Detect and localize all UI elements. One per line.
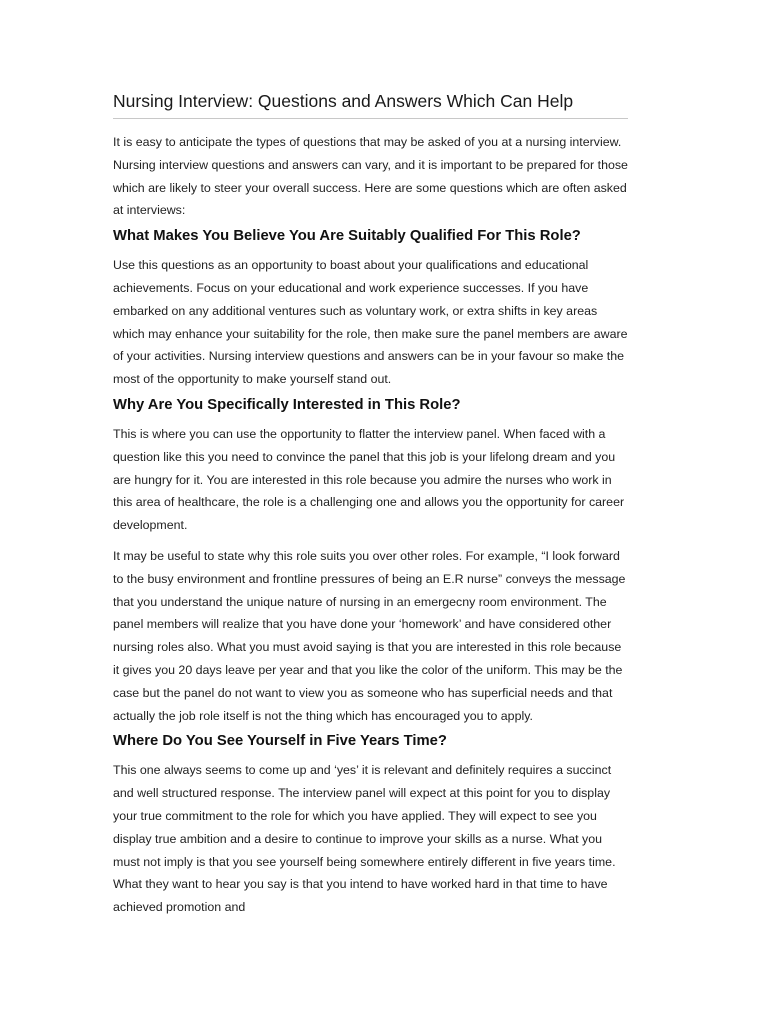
section-interested-paragraph-1: This is where you can use the opportunity to flatter the interview panel. When faced with a question like this you need to convince the panel that this job is your lifelong dream and you are hungry for it. You are interested in this role because you admire the nurses who work in this area of healthcare, the role is a challenging one and allows you the opportunity for career development.: [113, 426, 625, 533]
section-five-years-paragraph: This one always seems to come up and ‘yes’ it is relevant and definitely requires a succinct and well structured response. The interview panel will expect at this point for you to display your true commitment to the role for which you have applied. They will expect to see you display true ambition and a desire to continue to improve your skills as a nurse. What you must not imply is that you see yourself being somewhere entirely different in five years time. What they want to hear you say is that you intend to have worked hard in that time to have achieved promotion and: [113, 763, 616, 915]
section-interested-paragraph-2: It may be useful to state why this role suits you over other roles. For example, “I look forward to the busy environment and frontline pressures of being an E.R nurse” conveys the message that you understand the unique nature of nursing in an emergecny room environment. The panel members will realize that you have done your ‘homework’ and have considered other nursing roles also. What you must avoid saying is that you are interested in this role because it gives you 20 days leave per year and that you like the color of the uniform. This may be the case but the panel do not want to view you as someone who has superficial needs and that actually the job role itself is not the thing which has encouraged you to apply.: [113, 548, 626, 723]
title-divider: [113, 118, 628, 119]
section-heading-interested: Why Are You Specifically Interested in This Role?: [113, 396, 461, 413]
intro-paragraph: It is easy to anticipate the types of questions that may be asked of you at a nursing interview. Nursing interview questions and answers can vary, and it is important to be prepared for those which are likely to steer your overall success. Here are some questions which are often asked at interviews:: [113, 135, 628, 218]
section-qualified-paragraph: Use this questions as an opportunity to boast about your qualifications and educational achievements. Focus on your educational and work experience successes. If you have embarked on any additional ventures such as voluntary work, or extra shifts in key areas which may enhance your suitability for the role, then make sure the panel members are aware of your activities. Nursing interview questions and answers can be in your favour so make the most of the opportunity to make yourself stand out.: [113, 258, 628, 387]
page-title: Nursing Interview: Questions and Answers Which Can Help: [113, 91, 574, 111]
section-heading-five-years: Where Do You See Yourself in Five Years Time?: [113, 733, 447, 750]
section-heading-qualified: What Makes You Believe You Are Suitably Qualified For This Role?: [113, 228, 581, 245]
document-page: [113, 88, 628, 921]
